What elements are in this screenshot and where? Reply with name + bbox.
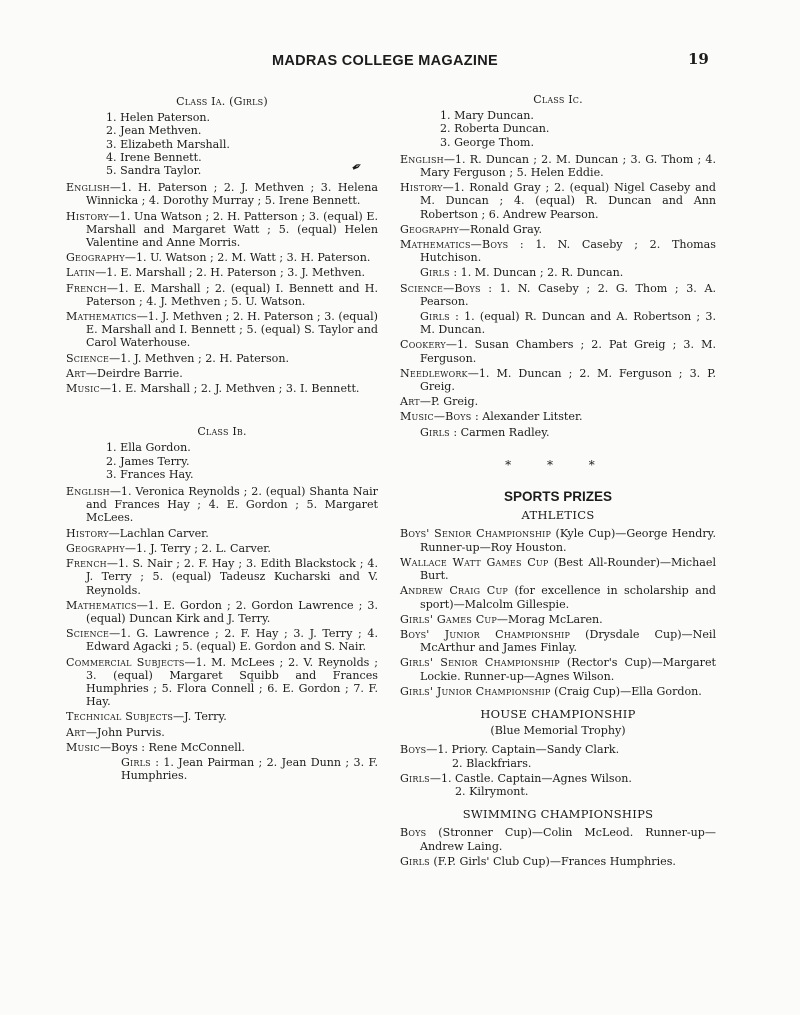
subject-results: —1. H. Paterson ; 2. J. Methven ; 3. Helena Winnicka ; 4. Dorothy Murray ; 5. Irene Bennett. [86,181,378,208]
subject-girls-entry [400,266,716,279]
subject-entry [66,710,378,723]
subject-entry [400,238,716,264]
house-championship-heading: HOUSE CHAMPIONSHIP [480,706,636,721]
class-1c-ranking [400,109,716,149]
class-1b-ranking [66,441,378,481]
prize-label: Boys [400,743,427,757]
subject-results: —1. M. Duncan ; 2. M. Ferguson ; 3. P. Greig. [420,366,716,394]
subject-label: Mathematics [66,310,137,324]
subject-girls-entry [400,310,716,336]
sports-prizes-section [400,490,716,868]
ranked-item: 2. James Terry. [106,454,190,468]
subject-results: : Alexander Litster. [471,410,583,424]
subject-entry [400,153,716,179]
subject-results: —1. J. Methven ; 2. H. Paterson ; 3. (equal) E. Marshall and I. Bennett ; 5. (equal) S. Taylor and Carol Waterhouse. [86,310,378,350]
subject-entry [66,382,378,395]
prize-label: Girls [400,854,430,868]
house-boys-entry [400,743,716,756]
prize-entry [400,685,716,698]
subject-entry [66,741,378,754]
subject-label: Art [400,395,420,409]
subject-entry [66,557,378,597]
subject-entry [66,542,378,555]
ranked-item: 4. Irene Bennett. [106,150,202,164]
prize-entry [400,628,716,654]
ranked-item: 1. Mary Duncan. [440,109,534,123]
subject-entry [66,210,378,250]
subject-label: English [66,181,110,195]
ranked-item: 1. Ella Gordon. [106,441,191,455]
prize-label: Wallace Watt Games Cup [400,555,549,569]
subject-label: Art [66,366,86,380]
subject-label: Music—Boys [400,410,472,424]
subject-label: French [66,281,107,295]
ink-mark: ✒ [348,158,366,177]
subject-girls-entry [400,426,716,439]
subject-results: : 1. N. Caseby ; 2. G. Thom ; 3. A. Pearson. [420,281,716,308]
subject-results: : 1. (equal) R. Duncan and A. Robertson ; 3. M. Duncan. [420,310,716,337]
subject-results: —1. J. Terry ; 2. L. Carver. [124,541,271,555]
prize-entry [400,656,716,682]
subject-label: Girls [420,266,450,280]
class-1c-section [400,93,716,439]
prize-label: Andrew Craig Cup [400,584,509,598]
prize-label: Girls [400,771,430,785]
subject-results: —Ronald Gray. [458,222,543,236]
page-number: 19 [688,50,709,68]
class-1a-heading: Class Ia. (Girls) [176,95,268,108]
prize-entry [400,855,716,868]
prize-winner: (Drysdale Cup)—Neil McArthur and James Finlay. [420,627,716,655]
subject-results: —1. Veronica Reynolds ; 2. (equal) Shanta Nair and Frances Hay ; 4. E. Gordon ; 5. Margaret McLees. [86,485,378,525]
subject-entry [66,310,378,350]
prize-entry [400,584,716,610]
subject-entry [400,410,716,423]
subject-results: —1. J. Methven ; 2. H. Paterson. [109,351,290,365]
prize-winner: (Rector's Cup)—Margaret Lockie. Runner-up—Agnes Wilson. [420,656,716,683]
subject-entry [66,656,378,709]
prize-label: Girls' Junior Championship [400,684,551,698]
subject-label: History [66,209,109,223]
subject-label: Music [66,382,100,396]
class-1b-section [66,425,378,782]
subject-label: Music [66,740,100,754]
house-boys-second: 2. Blackfriars. [452,756,532,770]
subject-label: Technical Subjects [66,710,174,724]
subject-label: Geography [66,541,125,555]
subject-entry [400,367,716,393]
subject-results: —1. Una Watson ; 2. H. Patterson ; 3. (equal) E. Marshall and Margaret Watt ; 5. (equal) Helen Valentine and Anne Morris. [86,209,378,250]
subject-label: History [66,526,109,540]
prize-entry [400,613,716,626]
subject-label: Geography [66,251,125,265]
subject-results: —P. Greig. [419,395,479,409]
sports-prizes-title: SPORTS PRIZES [503,489,613,505]
section-separator: * * * [505,457,611,472]
subject-entry [66,181,378,207]
subject-results: : Carmen Radley. [449,425,550,439]
ranked-item: 2. Jean Methven. [106,124,202,138]
prize-winner: (Stronner Cup)—Colin McLeod. Runner-up—Andrew Laing. [420,826,716,853]
subject-label: Science [66,627,110,641]
subject-results: —1. E. Marshall ; 2. H. Paterson ; 3. J. Methven. [95,266,366,280]
subject-label: Latin [66,266,96,280]
subject-results: —Deirdre Barrie. [85,366,183,380]
subject-label: Art [66,725,86,739]
ranked-item: 3. Elizabeth Marshall. [106,137,230,151]
subject-results: : 1. N. Caseby ; 2. Thomas Hutchison. [420,238,716,265]
prize-winner: (for excellence in scholarship and sport)—Malcolm Gillespie. [420,584,716,611]
subject-results: —1. Susan Chambers ; 2. Pat Greig ; 3. M. Ferguson. [420,338,716,365]
prize-entry [400,826,716,852]
subject-entry [66,266,378,279]
subject-results: —1. S. Nair ; 2. F. Hay ; 3. Edith Blackstock ; 4. J. Terry ; 5. (equal) Tadeusz Kucharski and V. Reynolds. [86,557,378,597]
subject-entry [66,367,378,380]
subject-label: History [400,181,443,195]
swimming-heading: SWIMMING CHAMPIONSHIPS [462,807,654,822]
subject-results: —1. E. Marshall ; 2. J. Methven ; 3. I. Bennett. [99,382,360,396]
right-column [400,93,716,870]
prize-winner: (Kyle Cup)—George Hendry. Runner-up—Roy Houston. [420,527,716,554]
subject-entry [66,726,378,739]
subject-label: English [400,152,444,166]
subject-label: English [66,485,110,499]
music-girls-entry [66,756,378,782]
subject-label: Girls [121,755,151,769]
house-girls-entry [400,772,716,785]
prize-label: Boys' Junior Championship [400,627,571,641]
prize-entry [400,527,716,553]
subject-label: Girls [420,310,450,324]
subject-label: Needlework [400,366,468,380]
subject-label: Girls [420,425,450,439]
subject-results: —1. Ronald Gray ; 2. (equal) Nigel Caseby and M. Duncan ; 4. (equal) R. Duncan and Ann Robertson ; 6. Andrew Pearson. [420,181,716,221]
subject-entry [400,395,716,408]
subject-label: Science—Boys [400,281,481,295]
subject-results: : 1. Jean Pairman ; 2. Jean Dunn ; 3. F. Humphries. [121,755,378,783]
subject-label: French [66,557,107,571]
subject-label: Mathematics—Boys [400,238,509,252]
subject-results: —1. R. Duncan ; 2. M. Duncan ; 3. G. Thom ; 4. Mary Ferguson ; 5. Helen Eddie. [420,152,716,180]
subject-entry [400,282,716,308]
subject-results: —1. E. Gordon ; 2. Gordon Lawrence ; 3. (equal) Duncan Kirk and J. Terry. [86,598,378,625]
ranked-item: 3. George Thom. [440,135,534,149]
class-1c-heading: Class Ic. [533,93,583,106]
subject-entry [66,627,378,653]
subject-entry [66,282,378,308]
athletics-heading: ATHLETICS [521,508,595,523]
prize-label: Boys' Senior Championship [400,527,552,541]
subject-label: Commercial Subjects [66,655,185,669]
prize-winner: —1. Priory. Captain—Sandy Clark. [426,743,620,757]
page-title: MADRAS COLLEGE MAGAZINE [271,53,498,69]
prize-winner: (Best All-Rounder)—Michael Burt. [420,555,716,583]
subject-entry [400,338,716,364]
subject-entry [66,527,378,540]
subject-entry [66,485,378,525]
subject-label: Cookery [400,338,446,352]
subject-entry [400,223,716,236]
subject-entry [66,352,378,365]
subject-results: —John Purvis. [85,725,165,739]
house-girls-second: 2. Kilrymont. [455,784,529,798]
ranked-item: 3. Frances Hay. [106,467,194,481]
subject-entry [66,599,378,625]
subject-results: —Boys : Rene McConnell. [99,740,245,754]
prize-label: Girls' Games Cup [400,612,497,626]
subject-results: —J. Terry. [173,710,227,724]
prize-winner: (Craig Cup)—Ella Gordon. [550,684,702,698]
ranked-item: 2. Roberta Duncan. [440,122,550,136]
subject-results: —1. G. Lawrence ; 2. F. Hay ; 3. J. Terry ; 4. Edward Agacki ; 5. (equal) E. Gordon and S. Nair. [86,627,378,654]
ranked-item: 5. Sandra Taylor. [106,164,202,178]
subject-results: : 1. M. Duncan ; 2. R. Duncan. [449,266,624,280]
prize-winner: —Morag McLaren. [496,612,603,626]
subject-label: Science [66,351,110,365]
house-championship-subheading: (Blue Memorial Trophy) [490,724,626,738]
subject-results: —1. U. Watson ; 2. M. Watt ; 3. H. Paterson. [124,251,371,265]
subject-entry [400,181,716,221]
prize-winner: —1. Castle. Captain—Agnes Wilson. [429,771,632,785]
ranked-item: 1. Helen Paterson. [106,111,211,125]
prize-entry [400,556,716,582]
subject-results: —Lachlan Carver. [108,526,209,540]
class-1b-heading: Class Ib. [197,425,247,439]
subject-entry [66,251,378,264]
subject-label: Geography [400,222,459,236]
subject-results: —1. E. Marshall ; 2. (equal) I. Bennett and H. Paterson ; 4. J. Methven ; 5. U. Watson. [86,281,378,308]
subject-label: Mathematics [66,598,137,612]
left-column [66,95,378,784]
prize-label: Boys [400,826,427,840]
class-1a-ranking [66,111,378,177]
class-1a-section [66,95,378,395]
prize-label: Girls' Senior Championship [400,656,560,670]
prize-winner: (F.P. Girls' Club Cup)—Frances Humphries. [429,854,676,868]
subject-results: —1. M. McLees ; 2. V. Reynolds ; 3. (equal) Margaret Squibb and Frances Humphries ; 5. Flora Connell ; 6. E. Gordon ; 7. F. Hay. [86,655,378,709]
